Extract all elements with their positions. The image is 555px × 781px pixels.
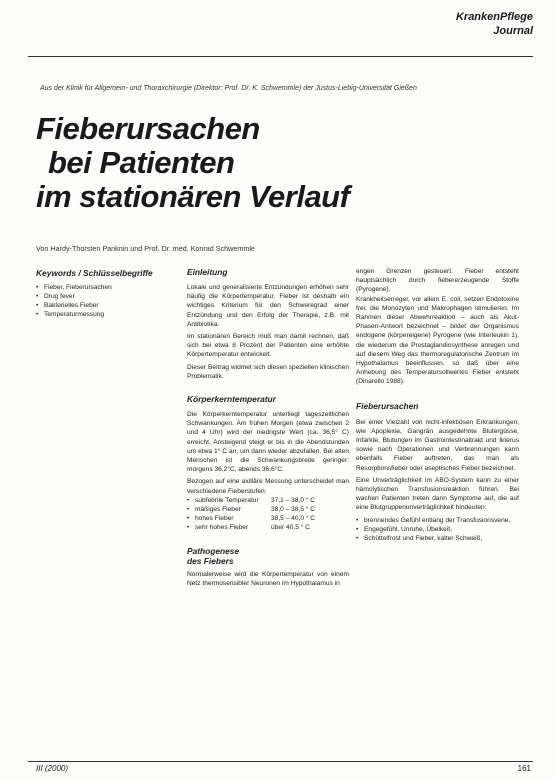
paragraph: Bezogen auf eine axilläre Messung unterscheidet man verschiedene Fieberstufen:: [187, 478, 349, 495]
fever-stage: • sehr hohes Fieber über 40,5 ° C: [187, 523, 349, 532]
keyword-item: • Drug fever: [36, 292, 170, 301]
affiliation: Aus der Klinik für Allgemein- und Thoraxchirurgie (Direktor: Prof. Dr. K. Schwemmle) der Justus-Liebig-Universität Gießen: [40, 85, 417, 92]
journal-header: [456, 10, 533, 38]
title-line-2: bei Patienten: [48, 145, 235, 180]
keyword-item: • Temperaturmessung: [36, 310, 170, 319]
fever-stage: • mäßiges Fieber 38,0 – 38,5 ° C: [187, 505, 349, 514]
issue-number: III (2000): [36, 764, 69, 773]
paragraph: Die Körperkerntemperatur unterliegt tageszeitlichen Schwankungen. Am frühen Morgen (etwa zwischen 2 und 4 Uhr) wird der niedrigste Wert (ca. 36,5° C) erreicht. Ansteigend steigt er bis in die Abendstunden um etwa 1° C an, um dann wieder abzufallen. Bei alten Menschen ist die Schwankungsbreite geringer: morgens 36,2°C, abends 36,6°C.: [187, 411, 349, 474]
paragraph: Lokale und generalisierte Entzündungen erhöhen sehr häufig die Körpertemperatur. Fieber ist deshalb ein wichtiges Kriterium für den Schweregrad einer Entzündung und den Erfolg der Therapie, z.B. mit Antibiotika.: [187, 284, 349, 328]
fever-stage: • hohes Fieber 38,5 – 40,0 ° C: [187, 514, 349, 523]
paragraph: Dieser Beitrag widmet sich diesen speziellen klinischen Problematik.: [187, 363, 349, 380]
paragraph: Bei einer Vielzahl von nicht-infektiösen Erkrankungen, wie Apoplexie, Gangrän ausgedehnte Blutergüsse, Infarkte, Blutungen im Gastrointestinaltrakt und Ikterus sowie nach Operationen und Verbrennungen kann ebenfalls Fieber auftreten, das man als Resorptionsfieber oder aseptisches Fieber bezeichnet.: [356, 418, 519, 472]
article-title: [36, 112, 349, 214]
paragraph: Im stationären Bereich muß man damit rechnen, daß sich bei etwa 8 Prozent der Patienten eine erhöhte Körpertemperatur entwickelt.: [187, 333, 349, 359]
fever-stage: • subfebrile Temperatur 37,1 – 38,0 ° C: [187, 496, 349, 505]
keyword-item: • Fieber, Fieberursachen: [36, 283, 170, 292]
symptom-item: • Schüttelfrost und Fieber, kalter Schweiß,: [356, 534, 519, 543]
authors: Von Hardy-Thorsten Panknin und Prof. Dr. med. Konrad Schwemmle: [36, 244, 255, 253]
paragraph: Eine Unverträglichkeit im ABO-System kann zu einer hämolytischen Transfusionsreaktion führen. Bei wachen Patienten treten dann Symptome auf, die auf eine Blutgruppenunverträglichkeit hindeuten:: [356, 476, 519, 512]
journal-name: KrankenPflege: [455, 11, 533, 23]
keyword-item: • Bakterielles Fieber: [36, 301, 170, 310]
heading-einleitung: Einleitung: [187, 267, 228, 277]
heading-pathogenese: Pathogenese des Fiebers: [187, 545, 240, 566]
title-line-1: Fieberursachen: [36, 111, 260, 146]
header-rule: [28, 56, 533, 57]
paragraph: Normalerweise wird die Körpertemperatur von einem Netz thermosensibler Neuronen im Hypothalamus in: [187, 570, 349, 587]
footer-rule: [28, 761, 533, 762]
symptom-list: [356, 516, 519, 544]
paragraph: engen Grenzen gesteuert. Fieber entsteht hauptsächlich durch fiebererzeugende Stoffe (Pyrogene).: [356, 268, 519, 294]
heading-koerperkerntemperatur: Körperkerntemperatur: [187, 394, 276, 405]
symptom-item: • Engegefühl, Unruhe, Übelkeit,: [356, 525, 519, 534]
page-number: 161: [517, 764, 531, 773]
symptom-item: • brennendes Gefühl entlang der Transfusionsvene,: [356, 516, 519, 525]
fever-stages-list: [187, 496, 349, 533]
journal-subtitle: Journal: [493, 25, 533, 37]
keywords-box: [36, 268, 170, 319]
title-line-3: im stationären Verlauf: [36, 179, 350, 214]
paragraph: Krankheitserreger, vor allem E. coli, setzen Endotoxine frei, die Monozyten und Makrophagen stimulieren. Im Rahmen dieser Abwehrreaktion – auch als Akut-Phasen-Antwort bezeichnet – bildet der Organismus endogene (körpereigene) Pyrogene (wie Interleukin 1), die wiederum die Prostaglandinsynthese anregen und auf diesem Weg das thermoregulatorische Zentrum im Hypothalamus beeinflussen, so daß über eine Anhebung des Temperatursollwertes Fieber entsteht (Dinarello 1988).: [356, 295, 519, 386]
column-2: [187, 267, 349, 588]
keywords-heading: Keywords / Schlüsselbegriffe: [36, 268, 153, 278]
heading-fieberursachen: Fieberursachen: [356, 400, 419, 411]
keywords-list: [36, 283, 170, 320]
column-3: [356, 267, 519, 543]
